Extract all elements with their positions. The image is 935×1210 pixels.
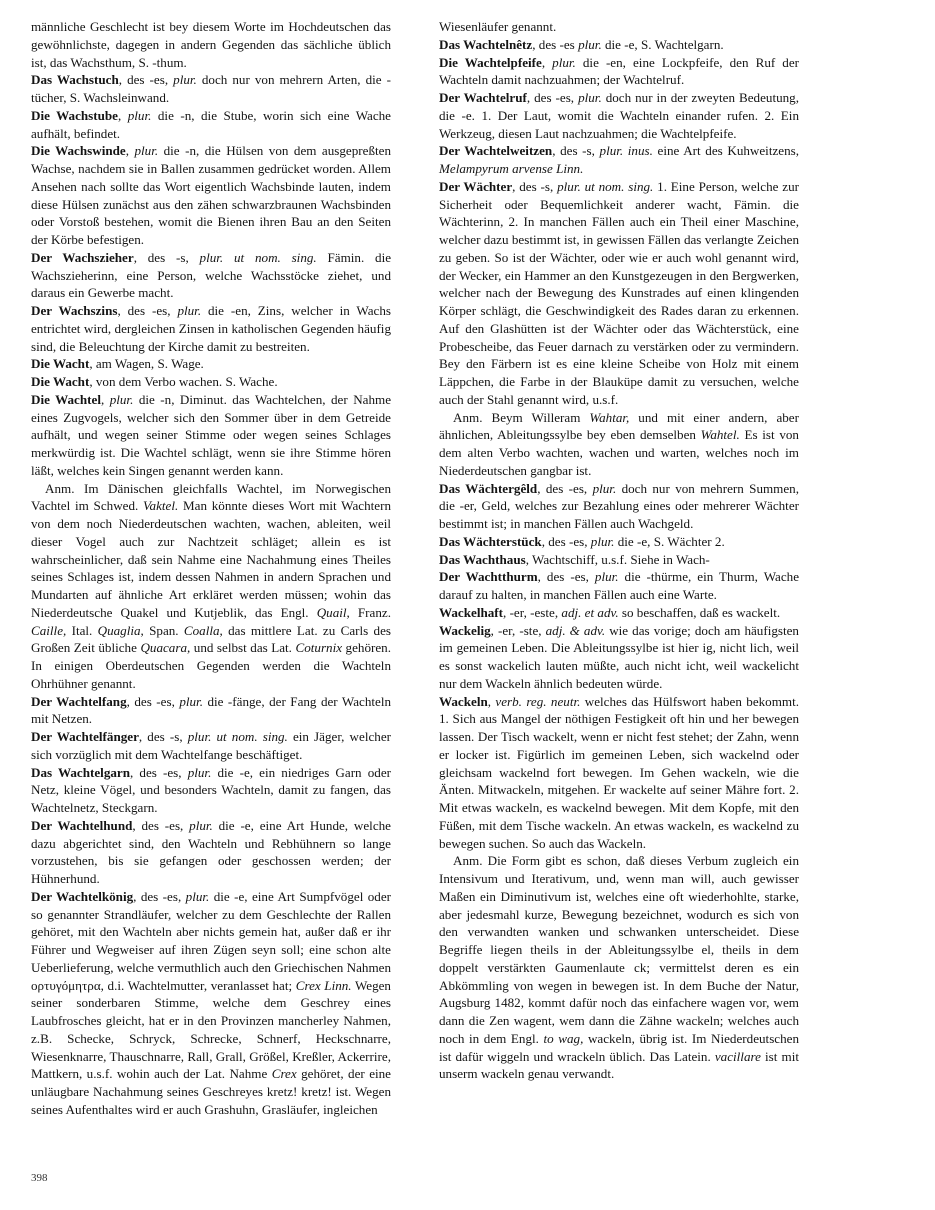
- entry-text: wackeln, übrig ist. Im Niederdeutschen ist dafür wiggeln und wrackeln üblich. Das Latein.: [439, 1030, 800, 1064]
- annotation-paragraph: [31, 480, 391, 693]
- entry-headword: Der Wachszins: [31, 303, 118, 318]
- entry-text: doch nur in der zweyten Bedeutung, die -e. 1. Der Laut, womit die Wachteln einander rufen. 2. Ein Werkzeug, diesen Laut nachzuahmen; die Wachtelpfeife.: [439, 90, 800, 141]
- entry-text: doch nur von mehrern Summen, die -er, Geld, welches zur Bezahlung eines oder mehrerer Wächter bestimmt ist; in manchen Fällen auch Wachgeld.: [439, 480, 799, 531]
- entry-headword: Wackeln: [439, 693, 488, 709]
- entry-headword: Der Wachtelhund: [31, 817, 133, 833]
- entry-text: Wegen seiner sonderbaren Stimme, welche dem Geschrey eines Laubfrosches gleicht, hat er in den Provinzen mancherley Nahmen, z.B. Schecke, Schryck, Schrecke, Schnerf, Heckschnarre, Wiesenknarre, Thauschnarre, Rall, Grall, Größel, Kreßler, Ackerrire, Mattkern, u.s.f. wohin auch der Lat. Nahme: [31, 977, 391, 1082]
- entry-text: und mit einer andern, aber ähnlichen, Ableitungssylbe bey eben demselben: [439, 409, 799, 443]
- italic-text: to wag,: [543, 1030, 584, 1046]
- dictionary-entry: [31, 249, 391, 302]
- entry-text: , von dem Verbo wachen. S. Wache.: [89, 374, 278, 389]
- entry-text: , des -es,: [126, 693, 180, 709]
- italic-text: vacillare: [714, 1048, 761, 1064]
- entry-headword: Die Wachswinde: [31, 143, 126, 159]
- dictionary-entry: [439, 18, 799, 36]
- italic-text: plur.: [594, 569, 619, 585]
- dictionary-entry: [439, 693, 799, 853]
- italic-text: plur. ut nom. sing.: [199, 249, 317, 265]
- entry-text: die -en, Zins, welcher in Wachs entrichtet wird, dergleichen Zinsen in katholischen Gegenden häufig sind, die Beleuchtung der Kirche damit zu bestreiten.: [31, 303, 392, 354]
- italic-text: plur.: [177, 303, 202, 318]
- italic-text: adj. & adv.: [545, 622, 606, 638]
- entry-text: , des -s,: [512, 178, 558, 194]
- italic-text: Wahtel.: [700, 427, 740, 443]
- entry-text: Anm. Die Form gibt es schon, daß dieses Verbum zugleich ein Intensivum und Iterativum, und, wenn man will, auch gewisser Maßen ein Diminutivum ist, welches eine oft wiederhohlte, starke, aber jedesmahl kurze, Bewegung bezeichnet, wodurch es sich von den verwandten wanken und schwanken unterscheidet. Diese Begriffe liegen theils in der Ableitungssylbe el, theils in dem doppelt verstärkten Gaumenlaute ck; vermittelst deren es ein Abkömmling von wegen in bewegen ist. In dem Buche der Natur, Augsburg 1482, kommt dafür noch das einfachere wagen vor, wem dann die Zen wagent, wem dann die Zähne wackeln; welches auch noch in dem Engl.: [439, 853, 799, 1046]
- entry-text: , des -es,: [526, 90, 579, 105]
- entry-text: ,: [541, 54, 553, 70]
- italic-text: Crex Linn.: [295, 977, 352, 993]
- entry-text: , am Wagen, S. Wage.: [89, 356, 204, 372]
- italic-text: Crex: [271, 1066, 297, 1082]
- dictionary-entry: [31, 764, 391, 817]
- entry-text: , des -es,: [537, 480, 593, 496]
- entry-text: die -n, Diminut. das Wachtelchen, der Nahme eines Zugvogels, welcher sich den Sommer über in dem Getreide aufhält, und wegen seiner Stimme oder wegen seines Schlages merkwürdig ist. Die Wachtel schlägt, wenn sie ihre Stimme hören läßt, welches kein Singen genannt werden kann.: [31, 391, 392, 478]
- entry-text: ,: [487, 693, 496, 709]
- italic-text: plur.: [179, 693, 203, 709]
- italic-text: plur.: [173, 72, 197, 88]
- dictionary-entry: [439, 551, 799, 569]
- entry-text: , Wachtschiff, u.s.f. Siehe in Wach-: [525, 551, 710, 567]
- entry-text: und selbst das Lat.: [190, 640, 296, 656]
- entry-text: Fämin. die Wachszieherinn, eine Person, welche Wachsstöcke ziehet, und daraus ein Gewerbe macht.: [31, 249, 392, 301]
- entry-text: , des -es,: [117, 303, 178, 318]
- entry-text: die -n, die Stube, worin sich eine Wache aufhält, befindet.: [31, 107, 391, 141]
- dictionary-entry: [439, 480, 799, 533]
- dictionary-entry: [31, 391, 391, 480]
- entry-text: , des -s,: [552, 143, 600, 159]
- entry-headword: Das Wachtelnêtz: [439, 36, 533, 52]
- entry-text: , -er, -este,: [503, 604, 562, 620]
- entry-text: ,: [125, 143, 135, 159]
- entry-headword: Die Wacht: [31, 356, 90, 372]
- dictionary-entry: [439, 89, 799, 142]
- entry-text: die -e, eine Art Hunde, welche dazu abgerichtet sind, den Wachteln und Rebhühnern so lange vorzustehen, bis sie gefangen oder geschossen werden; der Hühnerhund.: [31, 817, 391, 886]
- entry-text: Span.: [143, 622, 184, 638]
- entry-text: , des -s,: [133, 249, 200, 265]
- dictionary-entry: [439, 604, 799, 622]
- italic-text: plur.: [109, 391, 134, 407]
- dictionary-entry: [31, 71, 391, 107]
- dictionary-entry: [31, 142, 391, 249]
- entry-text: so beschaffen, daß es wackelt.: [618, 604, 781, 620]
- entry-headword: Das Wächterstück: [439, 533, 542, 549]
- entry-text: ist mit unserm wackeln genau verwandt.: [439, 1048, 799, 1082]
- entry-headword: Die Wachstube: [31, 107, 118, 123]
- entry-text: die -n, die Hülsen von dem ausgepreßten Wachse, nachdem sie in Ballen zusammen gedrücket worden. Allem Ansehen nach sollte das Wort eigentlich Wachsbinde lauten, indem diese Hülsen zunächst aus den zähen schwarzbraunen Wachsbinden oder Vorstoß bestehen, womit die Bienen ihren Bau an den Seiten der Körbe befestigen.: [31, 143, 391, 247]
- right-column: [439, 18, 799, 1083]
- italic-text: plur. ut nom. sing.: [187, 729, 288, 744]
- dictionary-entry: [31, 888, 391, 1119]
- dictionary-entry: [31, 373, 391, 391]
- italic-text: plur.: [185, 888, 210, 904]
- italic-text: Quaglia,: [97, 622, 144, 638]
- entry-text: gehören. In einigen Oberdeutschen Gegenden werden die Wachteln Ohrhühner genannt.: [31, 640, 392, 691]
- entry-headword: Wackelig: [439, 622, 491, 638]
- left-column: [31, 18, 391, 1119]
- italic-text: Vaktel.: [143, 498, 179, 514]
- italic-text: verb. reg. neutr.: [495, 693, 581, 709]
- italic-text: Coturnix: [295, 640, 343, 656]
- italic-text: plur.: [552, 54, 576, 70]
- entry-headword: Der Wachtthurm: [439, 569, 538, 585]
- dictionary-entry: [31, 728, 391, 764]
- italic-text: Wahtar,: [589, 409, 630, 425]
- entry-text: , des -s,: [138, 729, 188, 744]
- entry-headword: Der Wachtelruf: [439, 90, 527, 105]
- entry-text: männliche Geschlecht ist bey diesem Worte im Hochdeutschen das gewöhnlichste, dagegen in andern Gegenden das sächliche üblich ist, das Wachsthum, S. -thum.: [31, 19, 391, 70]
- dictionary-entry: [439, 622, 799, 693]
- entry-text: , des -es,: [541, 533, 591, 549]
- entry-headword: Die Wachtel: [31, 391, 101, 407]
- entry-text: gehöret, der eine unläugbare Nachahmung seines Geschreyes kretz! kretz! ist. Wegen seines Aufenthaltes wird er auch Grashuhn, Grasläufer, ingleichen: [31, 1066, 391, 1117]
- entry-text: , des -es,: [130, 764, 188, 780]
- entry-text: die -thürme, ein Thurm, Wache darauf zu halten, in manchen Fällen auch eine Warte.: [439, 569, 800, 602]
- entry-text: Ital.: [66, 622, 98, 638]
- entry-text: die -en, eine Lockpfeife, den Ruf der Wachteln damit nachzuahmen; der Wachtelruf.: [439, 54, 800, 88]
- entry-text: Anm. Im Dänischen gleichfalls Wachtel, im Norwegischen Vachtel im Schwed.: [31, 480, 391, 514]
- italic-text: Caille,: [31, 622, 67, 638]
- entry-text: Wiesenläufer genannt.: [439, 19, 557, 34]
- italic-text: plur.: [127, 107, 152, 123]
- entry-text: die -e, ein niedriges Garn oder Netz, kleine Vögel, und besonders Wachteln, damit zu fangen, das Wachtelnetz, Steckgarn.: [31, 764, 392, 815]
- entry-text: , des -es: [532, 36, 579, 52]
- entry-text: , des -es,: [537, 569, 595, 585]
- entry-text: Anm. Beym Willeram: [453, 409, 590, 425]
- entry-text: die -e, S. Wachtelgarn.: [601, 36, 724, 52]
- entry-text: die -fänge, der Fang der Wachteln mit Netzen.: [31, 693, 392, 727]
- dictionary-entry: [31, 355, 391, 373]
- entry-headword: Der Wachtelfänger: [31, 729, 139, 744]
- entry-headword: Das Wachtelgarn: [31, 764, 131, 780]
- entry-text: Man könnte dieses Wort mit Wachtern von dem noch Niederdeutschen wachten, wachen, ableiten, weil dieser Vogel auch zur Nachtzeit schläget; allein es ist wahrscheinlicher, daß sein Nahme eine Nachahmung eines Theiles seines Schlages ist, indem dessen Nahmen in andern Sprachen und Mundarten auf ähnliche Art erkläret werden müssen; wohin das Niederdeutsche Quakel und Kutjeblik, das Engl.: [31, 498, 391, 620]
- entry-headword: Der Wächter: [439, 178, 513, 194]
- dictionary-entry: [31, 817, 391, 888]
- entry-headword: Der Wachszieher: [31, 249, 134, 265]
- italic-text: plur.: [590, 533, 615, 549]
- italic-text: plur.: [578, 90, 602, 105]
- entry-text: ein Jäger, welcher sich vorzüglich mit dem Wachtelfange beschäftiget.: [31, 729, 391, 762]
- entry-text: das mittlere Lat. zu Carls des Großen Zeit übliche: [31, 622, 391, 656]
- italic-text: Quail,: [316, 604, 350, 620]
- entry-headword: Die Wachtelpfeife: [439, 54, 542, 70]
- italic-text: adj. et adv.: [561, 604, 619, 620]
- italic-text: plur. ut nom. sing.: [557, 178, 654, 194]
- dictionary-entry: [439, 36, 799, 54]
- entry-text: , des -es,: [133, 888, 186, 904]
- italic-text: Coalla,: [183, 622, 223, 638]
- dictionary-entry: [439, 568, 799, 604]
- page-number: 398: [31, 1172, 48, 1184]
- dictionary-entry: [439, 54, 799, 90]
- italic-text: Quacara,: [140, 640, 191, 656]
- italic-text: plur.: [189, 817, 213, 833]
- entry-headword: Das Wachthaus: [439, 551, 526, 567]
- italic-text: plur.: [187, 764, 212, 780]
- entry-headword: Die Wacht: [31, 374, 90, 389]
- entry-text: Franz.: [349, 604, 391, 620]
- entry-text: die -e, eine Art Sumpfvögel oder so genannter Strandläufer, welcher zu dem Geschlechte der Rallen gehöret, mit den Wachteln aber nichts gemein hat, außer daß er ihr Führer und Wegweiser auf ihren Zügen seyn soll; eine schon alte Ueberlieferung, welche vermuthlich auch den Griechischen Nahmen ορτυγόμητρα, d.i. Wachtelmutter, veranlasset hat;: [31, 888, 392, 993]
- entry-text: ,: [100, 391, 110, 407]
- entry-headword: Wackelhaft: [439, 604, 504, 620]
- entry-text: , des -es,: [132, 817, 190, 833]
- dictionary-entry: [31, 693, 391, 729]
- entry-text: Es ist von dem alten Verbo wachten, wachen und warten, welches noch im Niederdeutschen gangbar ist.: [439, 427, 799, 478]
- dictionary-entry: [439, 533, 799, 551]
- dictionary-entry: [31, 302, 391, 355]
- dictionary-entry: [31, 18, 391, 71]
- entry-text: 1. Eine Person, welche zur Sicherheit oder Bequemlichkeit anderer wacht, Fämin. die Wächterinn, 2. In manchen Fällen auch ein Theil einer Maschine, welcher dazu bestimmt ist, in gewissen Fällen das verlangte Zeichen zu geben. So ist der Wächter, oder wie er auch wohl genannt wird, der Wecker, ein Hammer an den Kunstgezeugen in den Bergwerken, welcher nach der Bewegung des Kunstrades auf einen klingenden Körper schlägt, die Geschwindigkeit des Rades daran zu erkennen. Auf den Glashütten ist der Wächter oder das Wächterstück, eine Probescheibe, das Feuer darnach zu verstärken oder zu vermindern. Bey den Färbern ist es eine kleine Scheibe von Holz mit einem Läppchen, die Farbe in der Blauküpe damit zu versuchen, welche auch der Stahl genannt wird, u.s.f.: [439, 178, 799, 407]
- dictionary-entry: [439, 142, 799, 178]
- italic-text: Melampyrum arvense Linn.: [439, 161, 584, 176]
- italic-text: plur.: [134, 143, 159, 159]
- dictionary-entry: [439, 178, 799, 409]
- entry-text: die -e, S. Wächter 2.: [614, 533, 725, 549]
- entry-text: ,: [118, 107, 128, 123]
- italic-text: plur.: [578, 36, 602, 52]
- entry-text: , des -es,: [118, 72, 174, 88]
- entry-text: eine Art des Kuhweitzens,: [652, 143, 799, 159]
- entry-text: doch nur von mehrern Arten, die -tücher, S. Wachsleinwand.: [31, 72, 391, 105]
- italic-text: plur. inus.: [599, 143, 653, 159]
- entry-text: , -er, -ste,: [490, 622, 546, 638]
- annotation-paragraph: [439, 852, 799, 1083]
- dictionary-entry: [31, 107, 391, 143]
- entry-headword: Das Wachstuch: [31, 72, 119, 88]
- entry-headword: Das Wächtergêld: [439, 480, 538, 496]
- italic-text: plur.: [592, 480, 617, 496]
- entry-headword: Der Wachtelkönig: [31, 888, 134, 904]
- entry-headword: Der Wachtelfang: [31, 693, 127, 709]
- entry-text: welches das Hülfswort haben bekommt. 1. Sich aus Mangel der nöthigen Festigkeit oft hin und her bewegen lassen. Der Tisch wackelt, wenn er nicht fest stehet; der Zahn, wenn er locker ist. Figürlich im gemeinen Leben, sich wackelnd oder gleichsam wackelnd fort bewegen. Im Gehen wackeln, wie die Änten. Mitwackeln, mitgehen. Er wackelte auf seiner Mähre fort. 2. Mit etwas wackeln, es wackelnd bewegen. Mit dem Kopfe, mit den Füßen, mit dem Tische wackeln. An etwas wackeln, es wackelnd zu bewegen suchen. So auch das Wackeln.: [439, 693, 800, 851]
- annotation-paragraph: [439, 409, 799, 480]
- entry-text: wie das vorige; doch am häufigsten im gemeinen Leben. Die Ableitungssylbe ist hier ig, nicht lich, weil es sonst wackelich lauten müßte, auch nicht icht, weil wackelicht nur dem Wackeln ähnlich bedeuten würde.: [439, 622, 799, 691]
- entry-headword: Der Wachtelweitzen: [439, 143, 553, 159]
